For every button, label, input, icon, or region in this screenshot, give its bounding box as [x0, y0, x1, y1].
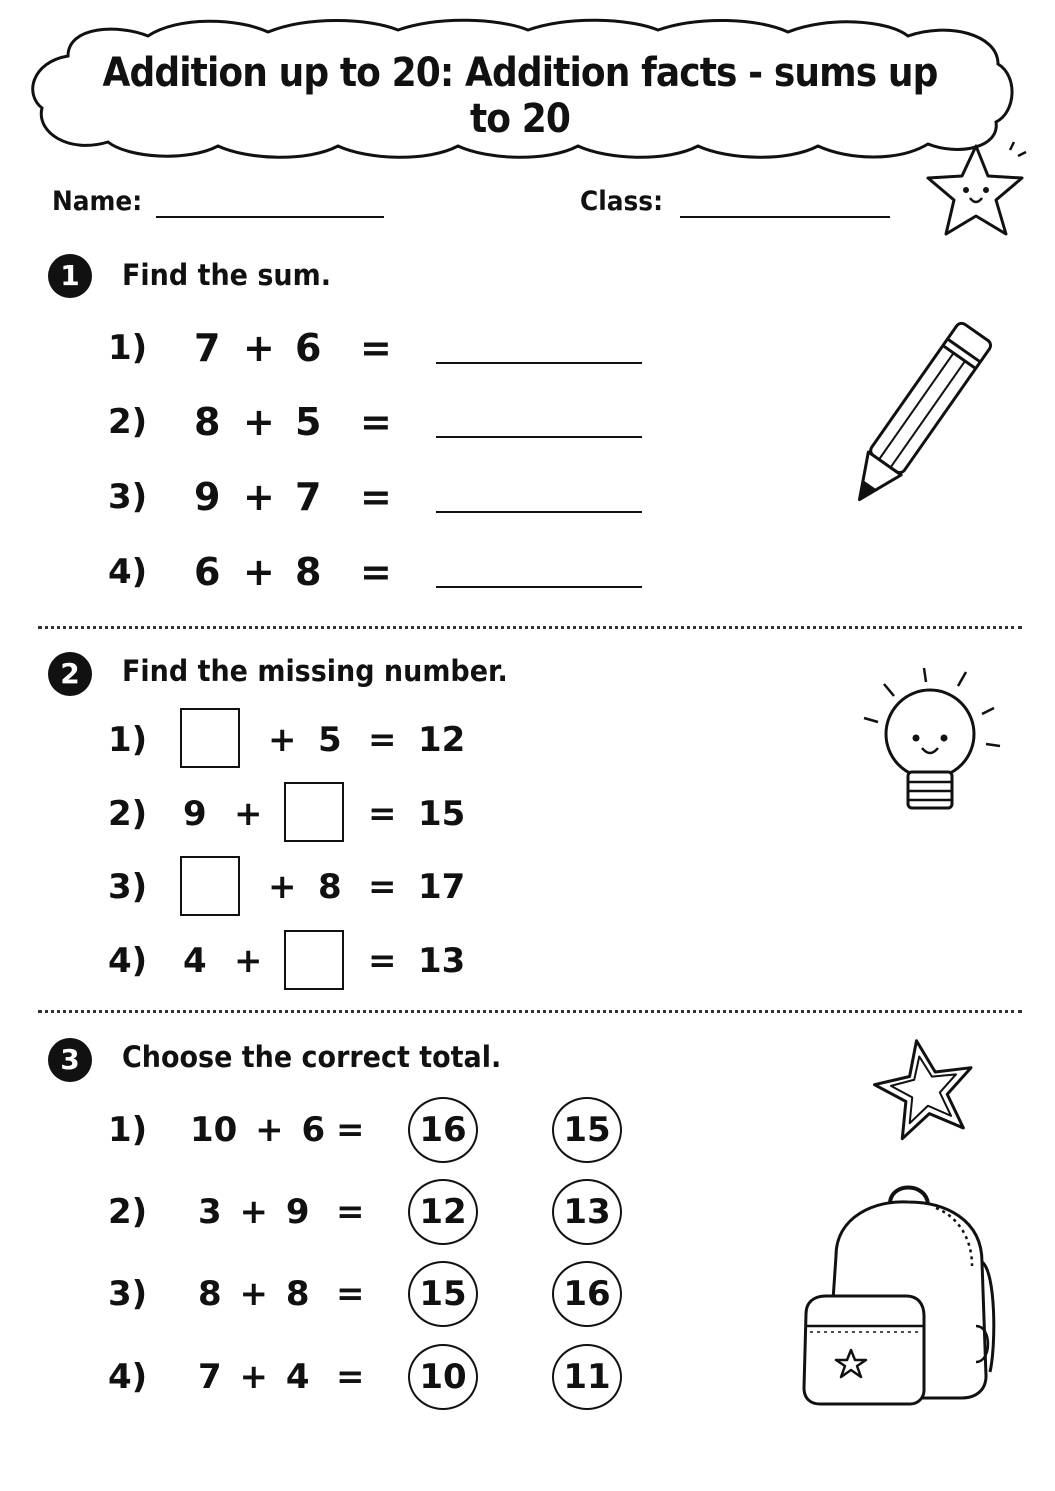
name-label: Name:: [52, 186, 143, 217]
addition-expression: 3 + 9: [198, 1192, 310, 1232]
answer-line[interactable]: [436, 436, 642, 438]
answer-option[interactable]: 15: [552, 1097, 622, 1163]
equals-sign: =: [368, 941, 397, 981]
addition-expression: 7 + 4: [198, 1357, 310, 1397]
answer-option[interactable]: 16: [408, 1097, 478, 1163]
section-2-title: Find the missing number.: [122, 654, 508, 688]
answer-option[interactable]: 10: [408, 1344, 478, 1410]
addend-a: 7: [194, 326, 221, 370]
problem-label: 4): [108, 941, 148, 981]
problem-label: 3): [108, 477, 148, 517]
known-addend: 5: [318, 720, 342, 760]
equals-sign: =: [368, 794, 397, 834]
lightbulb-icon: [858, 660, 1008, 820]
plus-sign: +: [268, 720, 297, 760]
plus-sign: +: [234, 941, 263, 981]
problem-label: 1): [108, 1110, 148, 1150]
equals-sign: =: [368, 867, 397, 907]
answer-line[interactable]: [436, 511, 642, 513]
total-value: 15: [418, 794, 466, 834]
known-addend: 9: [183, 794, 207, 834]
answer-option[interactable]: 12: [408, 1179, 478, 1245]
problem-label: 1): [108, 328, 148, 368]
problem-label: 2): [108, 794, 148, 834]
problem-label: 3): [108, 867, 148, 907]
equals-sign: =: [360, 400, 392, 444]
known-addend: 4: [183, 941, 207, 981]
section-1-title: Find the sum.: [122, 258, 331, 292]
answer-option[interactable]: 13: [552, 1179, 622, 1245]
equals-sign: =: [336, 1357, 365, 1397]
star-icon: [870, 1034, 980, 1144]
addend-b: 8: [295, 550, 322, 594]
plus-sign: +: [243, 550, 275, 594]
section-3-title: Choose the correct total.: [122, 1040, 502, 1074]
section-1-badge: 1: [48, 254, 92, 298]
equals-sign: =: [368, 720, 397, 760]
plus-sign: +: [243, 475, 275, 519]
class-label: Class:: [580, 186, 664, 217]
problem-label: 4): [108, 1357, 148, 1397]
missing-number-box[interactable]: [284, 782, 344, 842]
known-addend: 8: [318, 867, 342, 907]
section-divider: [38, 1010, 1022, 1013]
missing-number-box[interactable]: [180, 708, 240, 768]
worksheet-title: Addition up to 20: Addition facts - sums up to 20: [102, 50, 938, 142]
equals-sign: =: [336, 1274, 365, 1314]
addition-expression: 10 + 6: [190, 1110, 326, 1150]
section-2-badge: 2: [48, 652, 92, 696]
name-field[interactable]: [156, 216, 384, 218]
addend-b: 5: [295, 400, 322, 444]
addend-b: 6: [295, 326, 322, 370]
plus-sign: +: [243, 326, 275, 370]
equals-sign: =: [360, 326, 392, 370]
addend-a: 8: [194, 400, 221, 444]
backpack-icon: [796, 1176, 1006, 1412]
problem-label: 2): [108, 402, 148, 442]
plus-sign: +: [268, 867, 297, 907]
missing-number-box[interactable]: [284, 930, 344, 990]
addend-b: 7: [295, 475, 322, 519]
equals-sign: =: [336, 1110, 365, 1150]
total-value: 17: [418, 867, 466, 907]
total-value: 12: [418, 720, 466, 760]
answer-option[interactable]: 11: [552, 1344, 622, 1410]
plus-sign: +: [243, 400, 275, 444]
plus-sign: +: [234, 794, 263, 834]
problem-label: 3): [108, 1274, 148, 1314]
problem-label: 1): [108, 720, 148, 760]
addition-expression: 8 + 8: [198, 1274, 310, 1314]
equals-sign: =: [360, 475, 392, 519]
total-value: 13: [418, 941, 466, 981]
addend-a: 6: [194, 550, 221, 594]
problem-label: 2): [108, 1192, 148, 1232]
section-divider: [38, 626, 1022, 629]
equals-sign: =: [360, 550, 392, 594]
answer-line[interactable]: [436, 362, 642, 364]
answer-option[interactable]: 16: [552, 1261, 622, 1327]
equals-sign: =: [336, 1192, 365, 1232]
answer-line[interactable]: [436, 586, 642, 588]
answer-option[interactable]: 15: [408, 1261, 478, 1327]
pencil-icon: [838, 306, 998, 526]
problem-label: 4): [108, 552, 148, 592]
smiling-star-icon: [918, 138, 1038, 248]
section-3-badge: 3: [48, 1038, 92, 1082]
class-field[interactable]: [680, 216, 890, 218]
addend-a: 9: [194, 475, 221, 519]
missing-number-box[interactable]: [180, 856, 240, 916]
